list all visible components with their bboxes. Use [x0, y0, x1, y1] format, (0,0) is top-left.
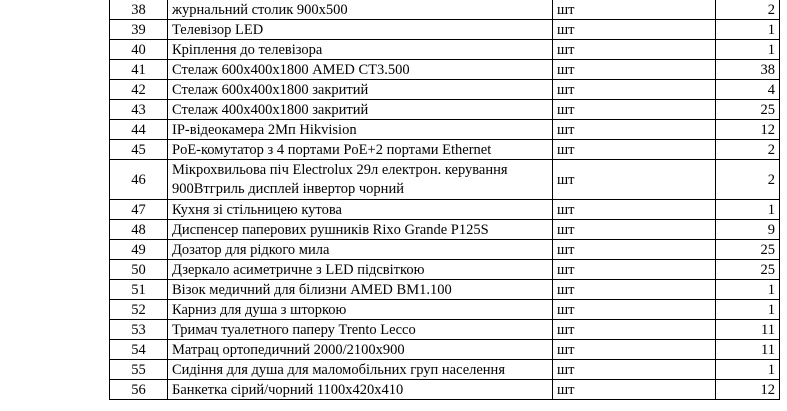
item-unit: шт: [553, 240, 716, 260]
item-name: Кріплення до телевізора: [168, 40, 553, 60]
item-unit: шт: [553, 200, 716, 220]
row-number: 52: [110, 300, 168, 320]
table-row: [110, 100, 780, 120]
table-row: [110, 40, 780, 60]
item-name: Банкетка сірий/чорний 1100х420х410: [168, 380, 553, 400]
item-name: Стелаж 400х400х1800 закритий: [168, 100, 553, 120]
items-table: [109, 0, 780, 400]
row-number: 51: [110, 280, 168, 300]
item-quantity: 11: [716, 340, 780, 360]
item-quantity: 1: [716, 360, 780, 380]
table-row: [110, 280, 780, 300]
row-number: 56: [110, 380, 168, 400]
table-row: [110, 140, 780, 160]
item-name: Тримач туалетного паперу Trento Lecco: [168, 320, 553, 340]
item-name: Сидіння для душа для маломобільних груп населення: [168, 360, 553, 380]
item-unit: шт: [553, 120, 716, 140]
table-row: [110, 200, 780, 220]
row-number: 55: [110, 360, 168, 380]
item-quantity: 9: [716, 220, 780, 240]
row-number: 45: [110, 140, 168, 160]
item-name: Диспенсер паперових рушників Rixo Grande P125S: [168, 220, 553, 240]
item-name: Стелаж 600х400х1800 закритий: [168, 80, 553, 100]
item-quantity: 11: [716, 320, 780, 340]
item-name: PoE-комутатор з 4 портами PoE+2 портами Ethernet: [168, 140, 553, 160]
item-name: Дзеркало асиметричне з LED підсвіткою: [168, 260, 553, 280]
item-quantity: 12: [716, 380, 780, 400]
item-unit: шт: [553, 160, 716, 200]
item-unit: шт: [553, 0, 716, 20]
row-number: 48: [110, 220, 168, 240]
table-row: [110, 20, 780, 40]
item-name: IP-відеокамера 2Мп Hikvision: [168, 120, 553, 140]
item-unit: шт: [553, 320, 716, 340]
item-quantity: 2: [716, 160, 780, 200]
item-quantity: 2: [716, 0, 780, 20]
table-row: [110, 160, 780, 200]
row-number: 53: [110, 320, 168, 340]
row-number: 46: [110, 160, 168, 200]
item-unit: шт: [553, 80, 716, 100]
item-unit: шт: [553, 220, 716, 240]
table-row: [110, 320, 780, 340]
item-quantity: 12: [716, 120, 780, 140]
item-quantity: 1: [716, 20, 780, 40]
item-quantity: 25: [716, 100, 780, 120]
table-row: [110, 240, 780, 260]
item-name: Дозатор для рідкого мила: [168, 240, 553, 260]
item-unit: шт: [553, 340, 716, 360]
item-quantity: 25: [716, 240, 780, 260]
item-quantity: 25: [716, 260, 780, 280]
table-row: [110, 260, 780, 280]
item-quantity: 1: [716, 200, 780, 220]
item-unit: шт: [553, 280, 716, 300]
item-name: Кухня зі стільницею кутова: [168, 200, 553, 220]
table-row: [110, 340, 780, 360]
item-unit: шт: [553, 360, 716, 380]
row-number: 49: [110, 240, 168, 260]
row-number: 43: [110, 100, 168, 120]
item-name: Телевізор LED: [168, 20, 553, 40]
item-name: Мікрохвильова піч Electrolux 29л електрон. керування 900Втгриль дисплей інвертор чорний: [168, 160, 553, 200]
item-quantity: 1: [716, 280, 780, 300]
item-unit: шт: [553, 20, 716, 40]
item-unit: шт: [553, 60, 716, 80]
table-row: [110, 220, 780, 240]
item-quantity: 4: [716, 80, 780, 100]
item-unit: шт: [553, 380, 716, 400]
item-unit: шт: [553, 260, 716, 280]
row-number: 42: [110, 80, 168, 100]
table-row: [110, 300, 780, 320]
row-number: 50: [110, 260, 168, 280]
item-quantity: 1: [716, 40, 780, 60]
row-number: 54: [110, 340, 168, 360]
item-name: Стелаж 600х400х1800 AMED СТ3.500: [168, 60, 553, 80]
item-unit: шт: [553, 300, 716, 320]
items-table-body: [110, 0, 780, 400]
row-number: 38: [110, 0, 168, 20]
item-quantity: 38: [716, 60, 780, 80]
item-name: Матрац ортопедичний 2000/2100х900: [168, 340, 553, 360]
item-unit: шт: [553, 40, 716, 60]
row-number: 40: [110, 40, 168, 60]
table-row: [110, 0, 780, 20]
table-row: [110, 120, 780, 140]
item-quantity: 1: [716, 300, 780, 320]
row-number: 47: [110, 200, 168, 220]
table-row: [110, 360, 780, 380]
item-name: журнальний столик 900х500: [168, 0, 553, 20]
row-number: 39: [110, 20, 168, 40]
item-unit: шт: [553, 100, 716, 120]
table-row: [110, 60, 780, 80]
item-unit: шт: [553, 140, 716, 160]
row-number: 44: [110, 120, 168, 140]
item-name: Візок медичний для білизни AMED BM1.100: [168, 280, 553, 300]
table-row: [110, 80, 780, 100]
item-name: Карниз для душа з шторкою: [168, 300, 553, 320]
item-quantity: 2: [716, 140, 780, 160]
table-row: [110, 380, 780, 400]
row-number: 41: [110, 60, 168, 80]
